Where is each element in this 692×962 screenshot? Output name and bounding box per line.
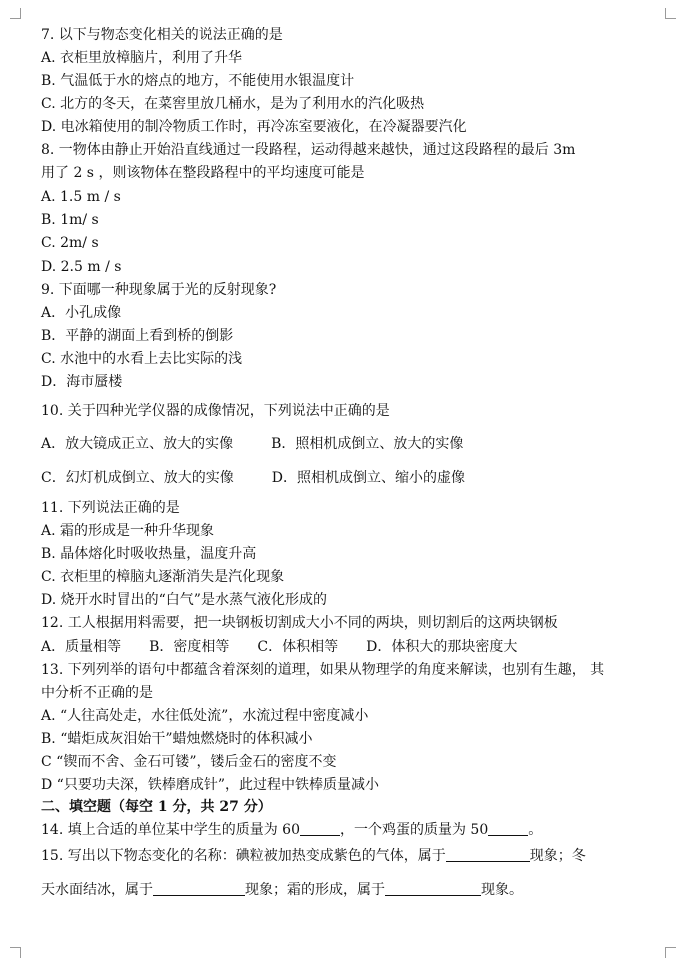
- q11-stem: 11. 下列说法正确的是: [41, 500, 180, 516]
- q14-text-1: 14. 填上合适的单位某中学生的质量为 60: [41, 822, 300, 838]
- q12-options-row: [41, 638, 650, 656]
- q9-option-c: C. 水池中的水看上去比实际的浅: [41, 351, 243, 367]
- q11-option-d: D. 烧开水时冒出的“白气”是水蒸气液化形成的: [41, 592, 327, 608]
- q12-option-c: C．体积相等: [257, 639, 339, 655]
- q11-option-a: A. 霜的形成是一种升华现象: [41, 523, 215, 539]
- q13-stem-line1: 13. 下列列举的语句中都蕴含着深刻的道理，如果从物理学的角度来解读，也别有生趣， 其: [41, 662, 605, 678]
- q13-stem-line2: 中分析不正确的是: [41, 685, 153, 701]
- q15-text-2: 现象；冬: [529, 848, 586, 864]
- q10-option-b: B．照相机成倒立、放大的实像: [271, 436, 464, 452]
- q15-text-5: 现象。: [481, 882, 523, 898]
- crop-mark-bottom-right: [665, 947, 676, 958]
- q15-text-4: 现象；霜的形成，属于: [245, 882, 385, 898]
- crop-mark-top-left: [10, 8, 21, 19]
- q9-stem: 9. 下面哪一种现象属于光的反射现象?: [41, 282, 277, 298]
- q9-option-d: D．海市蜃楼: [41, 374, 123, 390]
- q10-options-row1: [41, 435, 650, 453]
- q8-stem-line1: 8. 一物体由静止开始沿直线通过一段路程，运动得越来越快，通过这段路程的最后 3m: [41, 142, 576, 158]
- q7-option-a: A. 衣柜里放樟脑片，利用了升华: [41, 50, 243, 66]
- section-title-fill-in: 二、填空题（每空 1 分，共 27 分）: [41, 799, 272, 815]
- q14-text-2: ，一个鸡蛋的质量为 50: [339, 822, 489, 838]
- q14-text-3: 。: [528, 822, 543, 838]
- q8-option-b: B. 1m/ s: [41, 212, 99, 228]
- q8-option-a: A. 1.5 m / s: [41, 189, 121, 205]
- crop-mark-bottom-left: [10, 947, 21, 958]
- q15-blank-2[interactable]: [153, 881, 245, 896]
- q11-option-b: B. 晶体熔化时吸收热量，温度升高: [41, 546, 257, 562]
- q15-blank-1[interactable]: [446, 847, 530, 862]
- q8-option-d: D. 2.5 m / s: [41, 259, 122, 275]
- q10-option-a: A．放大镜成正立、放大的实像: [41, 436, 234, 452]
- q14-blank-2[interactable]: [488, 821, 528, 836]
- q9-option-a: A．小孔成像: [41, 305, 122, 321]
- q13-option-c: C “锲而不舍、金石可镂”，镂后金石的密度不变: [41, 754, 337, 770]
- q8-stem-line2: 用了 2 s ，则该物体在整段路程中的平均速度可能是: [41, 165, 365, 181]
- q7-stem: 7. 以下与物态变化相关的说法正确的是: [41, 27, 283, 43]
- q7-option-b: B. 气温低于水的熔点的地方，不能使用水银温度计: [41, 73, 355, 89]
- q15-line2: [41, 881, 650, 899]
- q15-blank-3[interactable]: [385, 881, 481, 896]
- crop-mark-top-right: [665, 8, 676, 19]
- q10-option-c: C．幻灯机成倒立、放大的实像: [41, 470, 234, 486]
- q15-text-3: 天水面结冰，属于: [41, 882, 153, 898]
- q15-text-1: 15. 写出以下物态变化的名称：碘粒被加热变成紫色的气体，属于: [41, 848, 446, 864]
- q15-line1: [41, 847, 650, 865]
- q9-option-b: B．平静的湖面上看到桥的倒影: [41, 328, 234, 344]
- q14-line: [41, 821, 650, 839]
- q8-option-c: C. 2m/ s: [41, 235, 99, 251]
- q12-option-b: B．密度相等: [149, 639, 230, 655]
- q14-blank-1[interactable]: [300, 821, 340, 836]
- q10-option-d: D．照相机成倒立、缩小的虚像: [271, 470, 465, 486]
- q12-stem: 12. 工人根据用料需要，把一块钢板切割成大小不同的两块，则切割后的这两块钢板: [41, 615, 558, 631]
- q12-option-d: D．体积大的那块密度大: [366, 639, 518, 655]
- q7-option-d: D. 电冰箱使用的制冷物质工作时，再冷冻室要液化，在冷凝器要汽化: [41, 119, 467, 135]
- q13-option-a: A. “人往高处走，水往低处流”，水流过程中密度减小: [41, 708, 369, 724]
- q10-stem: 10. 关于四种光学仪器的成像情况，下列说法中正确的是: [41, 403, 390, 419]
- q13-option-b: B. “蜡炬成灰泪始干”蜡烛燃烧时的体积减小: [41, 731, 313, 747]
- q12-option-a: A．质量相等: [41, 639, 122, 655]
- q7-option-c: C. 北方的冬天，在菜窖里放几桶水，是为了利用水的汽化吸热: [41, 96, 425, 112]
- q10-options-row2: [41, 469, 650, 487]
- q13-option-d: D “只要功夫深，铁棒磨成针”，此过程中铁棒质量减小: [41, 777, 379, 793]
- q11-option-c: C. 衣柜里的樟脑丸逐渐消失是汽化现象: [41, 569, 285, 585]
